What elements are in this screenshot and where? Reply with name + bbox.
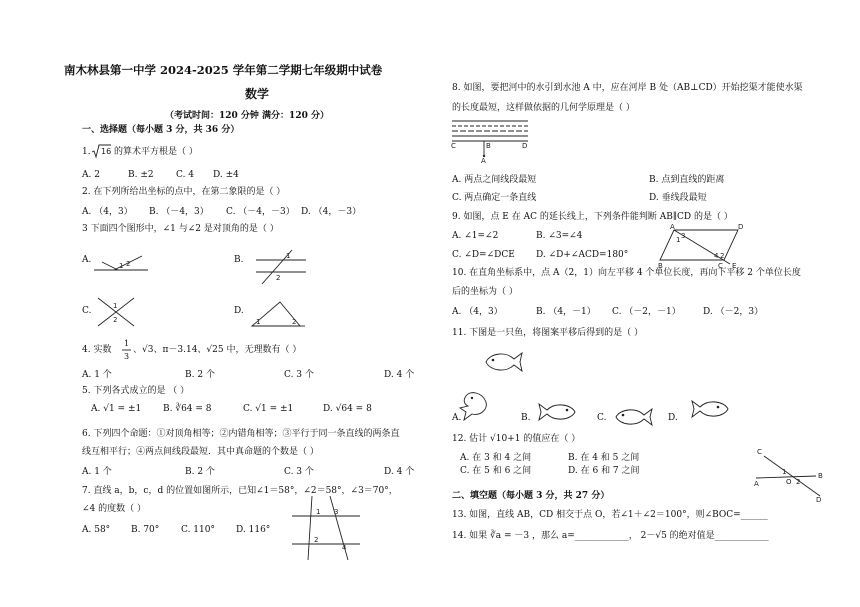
q3-figure-b [248,248,310,288]
q10-stem-line2: 后的坐标为（ ） [452,287,518,297]
q11-fish-c [610,403,654,427]
section-fill-heading: 二、填空题（每小题 3 分，共 27 分） [452,491,610,501]
q4-stem-prefix: 4. 实数 [82,345,112,355]
q2-stem: 2. 在下列所给出坐标的点中，在第二象限的是（ ） [82,187,286,197]
q8-stem-line1: 8. 如图，要把河中的水引到水池 A 中，应在河岸 B 处（AB⊥CD）开始挖渠才能使水渠 [452,83,803,93]
q12-option-c: C. 在 5 和 6 之间 [460,466,532,476]
q14-stem: 14. 如果 ∛a = －3 ，那么 a=____________， 2－√5 的绝对值是____________ [452,531,769,541]
q10-option-a: A. （4，3） [452,307,503,317]
svg-text:D: D [738,223,744,231]
svg-text:4: 4 [342,544,347,552]
q3-figure-d [250,300,306,330]
q9-parallelogram-figure [656,220,746,270]
q4-fraction-denominator: 3 [124,352,130,361]
q4-option-b: B. 2 个 [185,370,215,380]
q2-option-a: A. （4，3） [82,207,133,217]
svg-text:A: A [670,223,675,231]
svg-text:1: 1 [119,262,124,270]
q3-stem: 3 下面四个图形中，∠1 与∠2 是对顶角的是（ ） [82,224,279,234]
svg-text:2: 2 [314,536,319,544]
svg-text:2: 2 [126,260,131,268]
q1-option-a: A. 2 [82,170,100,180]
svg-text:1: 1 [676,236,681,244]
q6-option-d: D. 4 个 [384,467,415,477]
subject-title: 数学 [245,87,270,101]
q8-option-c: C. 两点确定一条直线 [452,193,537,203]
q6-stem-line1: 6. 下列四个命题：①对顶角相等；②内错角相等；③平行于同一条直线的两条直 [82,429,400,439]
q9-option-b: B. ∠3=∠4 [536,231,583,241]
q2-option-b: B. （－4，3） [149,207,209,217]
svg-text:C: C [718,262,723,270]
q1-option-d: D. ±4 [213,170,239,180]
q5-stem: 5. 下列各式成立的是 （ ） [82,386,190,396]
q2-option-c: C. （－4，－3） [226,207,295,217]
svg-text:1: 1 [113,302,118,310]
q12-option-d: D. 在 6 和 7 之间 [568,466,640,476]
q9-option-a: A. ∠1=∠2 [452,231,499,241]
svg-text:C: C [451,142,456,150]
q7-option-b: B. 70° [131,525,160,535]
q12-option-a: A. 在 3 和 4 之间 [460,453,532,463]
svg-text:B: B [486,142,491,150]
svg-text:2: 2 [796,478,801,486]
svg-text:16: 16 [101,147,112,156]
svg-text:A: A [754,480,759,488]
svg-text:A: A [481,157,486,165]
svg-text:B: B [818,472,823,480]
q6-option-a: A. 1 个 [82,467,112,477]
q12-option-b: B. 在 4 和 5 之间 [568,453,640,463]
q7-stem-line2: ∠4 的度数（ ） [82,504,146,514]
q9-option-c: C. ∠D=∠DCE [452,250,515,260]
exam-title: 南木林县第一中学 2024-2025 学年第二学期七年级期中试卷 [64,63,383,77]
q5-option-a: A. √1 = ±1 [91,404,142,414]
svg-text:C: C [757,448,762,456]
q6-option-c: C. 3 个 [284,467,314,477]
q7-option-a: A. 58° [82,525,111,535]
q11-fish-b [537,400,581,424]
q3-option-d: D. [234,306,244,316]
q3-figure-c [96,296,136,328]
svg-text:1: 1 [316,508,321,516]
q11-option-c: C. [597,413,607,423]
q11-option-d: D. [668,413,678,423]
q5-option-d: D. √64 = 8 [323,404,372,414]
q9-stem: 9. 如图，点 E 在 AC 的延长线上，下列条件能判断 AB∥CD 的是（ ） [452,212,733,222]
q11-fish-d [690,397,734,421]
q9-option-d: D. ∠D+∠ACD=180° [536,250,629,260]
sqrt16-expression [91,143,113,159]
q6-option-b: B. 2 个 [185,467,215,477]
q8-option-b: B. 点到直线的距离 [649,175,725,185]
q13-intersecting-lines-figure [754,442,826,504]
q3-option-b: B. [234,255,244,265]
q11-option-b: B. [521,413,531,423]
q5-option-b: B. ∛64 = 8 [163,404,212,414]
q10-option-d: D. （－2，3） [703,307,764,317]
q8-option-d: D. 垂线段最短 [649,193,707,203]
svg-text:3: 3 [334,508,339,516]
q3-option-c: C. [82,306,92,316]
section-choice-heading: 一、选择题（每小题 3 分，共 36 分） [82,125,240,135]
svg-text:O: O [786,478,792,486]
exam-info: （考试时间：120 分钟 满分：120 分） [165,111,329,121]
q10-option-c: C. （－2，－1） [612,307,681,317]
svg-text:1: 1 [256,318,261,326]
q7-option-c: C. 110° [181,525,215,535]
q11-original-fish [480,349,524,375]
q5-option-c: C. √1 = ±1 [243,404,294,414]
q1-option-b: B. ±2 [128,170,154,180]
q4-fraction-numerator: 1 [124,339,130,348]
q8-option-a: A. 两点之间线段最短 [452,175,537,185]
svg-text:2: 2 [276,274,281,282]
svg-text:4: 4 [714,252,719,260]
q4-option-d: D. 4 个 [384,370,415,380]
q1-stem: 的算术平方根是（ ） [114,147,198,157]
q11-stem: 11. 下图是一只鱼，将图案平移后得到的是（ ） [452,328,644,338]
svg-text:E: E [732,262,737,270]
svg-text:2: 2 [720,252,725,260]
q11-option-a: A. [452,413,462,423]
q8-river-figure [450,118,532,164]
q10-stem-line1: 10. 在直角坐标系中，点 A（2，1）向左平移 4 个单位长度，再向下平移 2 个单位长度 [452,268,801,278]
q7-stem-line1: 7. 直线 a，b，c，d 的位置如图所示，已知∠1＝58°，∠2＝58°，∠3＝70°， [82,486,398,496]
q7-figure-lines [290,494,362,562]
svg-text:1: 1 [286,252,291,260]
q13-stem: 13. 如图，直线 AB，CD 相交于点 O，若∠1＋∠2＝100°，则∠BOC=______ [452,510,768,520]
q12-stem: 12. 估计 √10+1 的值应在（ ） [452,434,581,444]
q1-option-c: C. 4 [176,170,195,180]
svg-text:3: 3 [681,232,686,240]
q8-stem-line2: 的长度最短，这样做依据的几何学原理是（ ） [452,103,635,113]
q10-option-b: B. （4，－1） [536,307,596,317]
svg-text:D: D [816,496,822,504]
svg-text:2: 2 [113,316,118,324]
q2-option-d: D. （4，－3） [301,207,362,217]
svg-text:B: B [658,262,663,270]
q7-option-d: D. 116° [236,525,271,535]
q11-fish-a [458,386,496,422]
svg-text:1: 1 [782,468,787,476]
q6-stem-line2: 线互相平行；④两点间线段最短．其中真命题的个数是（ ） [82,447,319,457]
q3-option-a: A. [82,255,92,265]
svg-text:D: D [522,142,528,150]
q4-stem: 、√3、π－3.14、√25 中，无理数有（ ） [133,345,302,355]
q4-option-a: A. 1 个 [82,370,112,380]
q1-number: 1. [82,147,91,157]
svg-text:2: 2 [292,318,297,326]
q3-figure-a [92,250,150,274]
q4-option-c: C. 3 个 [284,370,314,380]
